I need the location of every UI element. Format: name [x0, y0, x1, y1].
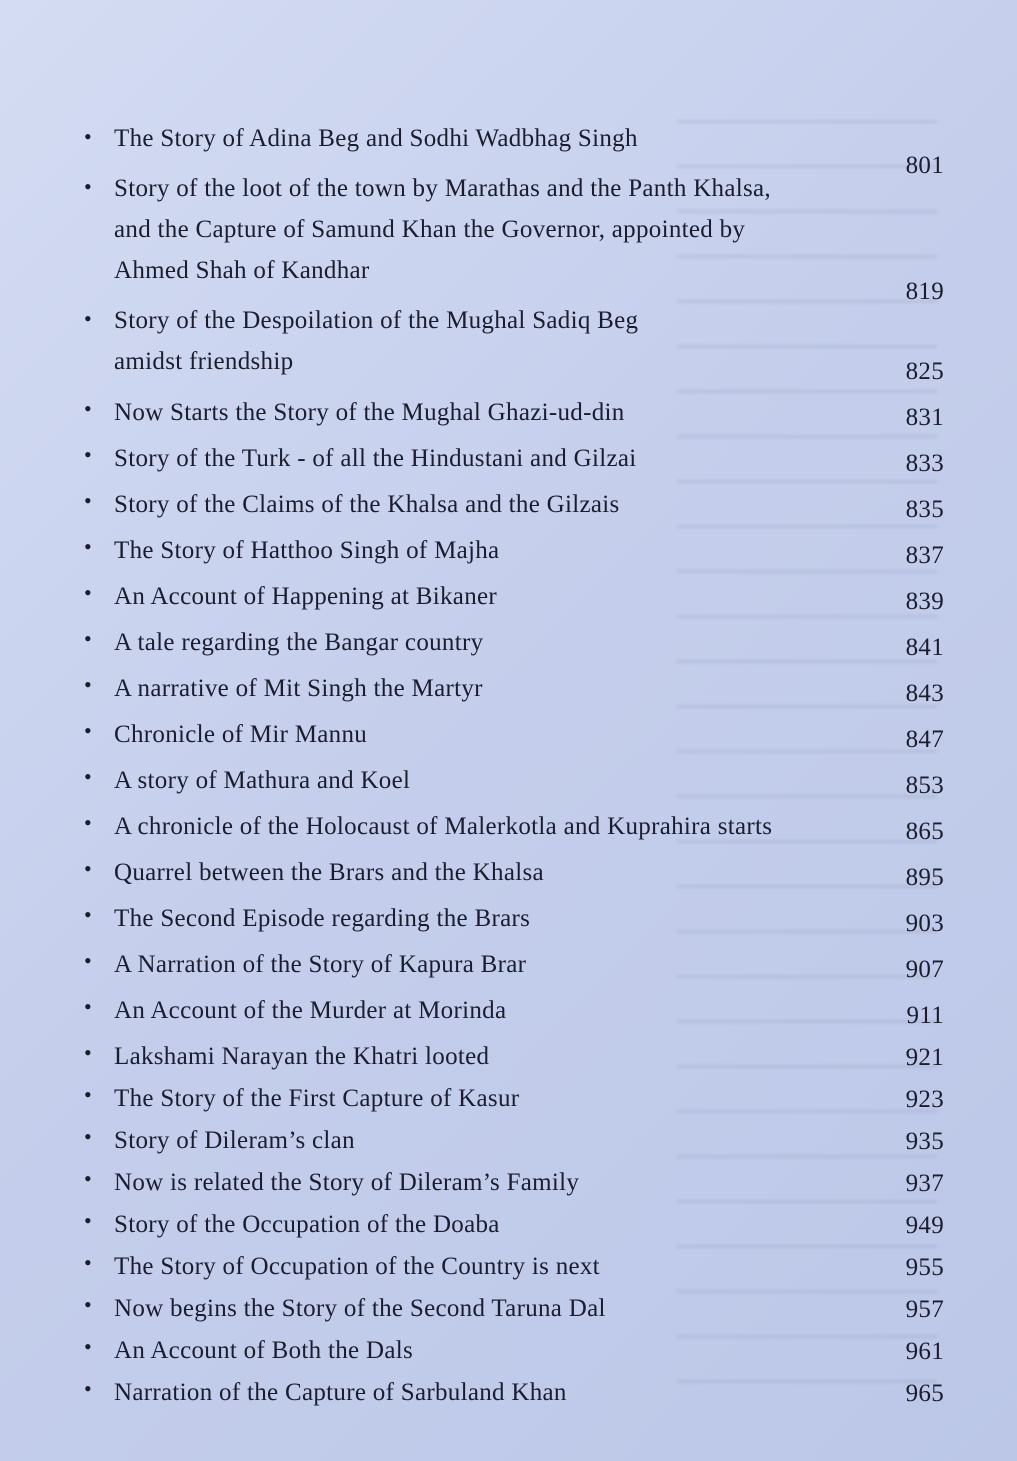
toc-entry-page: 831 — [905, 404, 944, 431]
toc-entry — [84, 118, 944, 179]
toc-entry — [84, 942, 944, 988]
toc-entry — [84, 804, 944, 850]
toc-entry-page: 903 — [905, 910, 944, 937]
toc-entry-page: 965 — [905, 1380, 944, 1407]
toc-entry — [84, 300, 944, 384]
bullet-icon: • — [84, 1376, 93, 1401]
toc-entry-page: 921 — [905, 1044, 944, 1071]
toc-entry-title: Story of the Claims of the Khalsa and the Gilzais — [114, 491, 620, 518]
toc-entry-title: Quarrel between the Brars and the Khalsa — [114, 859, 544, 886]
bullet-icon: • — [84, 1334, 93, 1359]
toc-entry — [84, 666, 944, 712]
bullet-icon: • — [84, 1208, 93, 1233]
bullet-icon: • — [84, 856, 93, 881]
toc-entry-title: The Story of Adina Beg and Sodhi Wadbhag Singh — [114, 125, 638, 152]
toc-entry — [84, 896, 944, 942]
bullet-icon: • — [84, 718, 93, 743]
bullet-icon: • — [84, 672, 93, 697]
toc-entry — [84, 1034, 944, 1076]
toc-entry-title: The Second Episode regarding the Brars — [114, 905, 531, 932]
toc-entry-title: A narrative of Mit Singh the Martyr — [114, 675, 483, 702]
bullet-icon: • — [84, 810, 93, 835]
toc-entry — [84, 436, 944, 482]
bullet-icon: • — [84, 1250, 93, 1275]
toc-entry — [84, 1370, 944, 1412]
toc-entry-page: 895 — [905, 864, 944, 891]
toc-entry-page: 841 — [905, 634, 944, 661]
bullet-icon: • — [84, 174, 93, 199]
toc-entry-page: 853 — [905, 772, 944, 799]
bullet-icon: • — [84, 948, 93, 973]
toc-entry — [84, 988, 944, 1034]
toc-entry-title: A story of Mathura and Koel — [114, 767, 411, 794]
bullet-icon: • — [84, 1292, 93, 1317]
toc-entry-page: 961 — [905, 1338, 944, 1365]
toc-entry-title: A chronicle of the Holocaust of Malerkotla and Kuprahira starts — [114, 813, 773, 840]
toc-entry — [84, 1328, 944, 1370]
toc-entry-title: An Account of Both the Dals — [114, 1337, 414, 1364]
bullet-icon: • — [84, 534, 93, 559]
toc-entry-title: Now Starts the Story of the Mughal Ghazi-ud-din — [114, 399, 625, 426]
bullet-icon: • — [84, 580, 93, 605]
toc-entry — [84, 1160, 944, 1202]
toc-entry — [84, 758, 944, 804]
toc-entry-page: 955 — [905, 1254, 944, 1281]
toc-entry-page: 923 — [905, 1086, 944, 1113]
toc-entry — [84, 1202, 944, 1244]
toc-entry-title: Now begins the Story of the Second Taruna Dal — [114, 1295, 606, 1322]
bullet-icon: • — [84, 1040, 93, 1065]
toc-entry-title: The Story of Hatthoo Singh of Majha — [114, 537, 500, 564]
toc-entry-page: 957 — [905, 1296, 944, 1323]
toc-entry-page: 819 — [905, 278, 944, 305]
toc-entry-title: Story of the Despoilation of the Mughal Sadiq Beg amidst friendship — [114, 307, 639, 375]
bullet-icon: • — [84, 764, 93, 789]
toc-entry-title: Story of the Turk - of all the Hindustani and Gilzai — [114, 445, 637, 472]
toc-entry-page: 935 — [905, 1128, 944, 1155]
toc-entry — [84, 1076, 944, 1118]
toc-entry-page: 911 — [906, 1002, 944, 1029]
toc-entry-title: A tale regarding the Bangar country — [114, 629, 484, 656]
toc-entry — [84, 712, 944, 758]
bullet-icon: • — [84, 396, 93, 421]
toc-entry — [84, 574, 944, 620]
toc-entry-page: 835 — [905, 496, 944, 523]
bullet-icon: • — [84, 442, 93, 467]
bullet-icon: • — [84, 1166, 93, 1191]
toc-entry-title: Story of the Occupation of the Doaba — [114, 1211, 500, 1238]
toc-entry — [84, 1286, 944, 1328]
toc-entry-title: A Narration of the Story of Kapura Brar — [114, 951, 527, 978]
toc-entry-page: 937 — [905, 1170, 944, 1197]
toc-entry — [84, 1244, 944, 1286]
bullet-icon: • — [84, 902, 93, 927]
toc-entry-title: Chronicle of Mir Mannu — [114, 721, 368, 748]
toc-entry-title: An Account of Happening at Bikaner — [114, 583, 498, 610]
toc-entry — [84, 528, 944, 574]
bullet-icon: • — [84, 994, 93, 1019]
toc-entry-title: Story of the loot of the town by Marathas and the Panth Khalsa, and the Capture of Samund Khan the Governor, appointed by Ahmed Shah of Kandhar — [114, 175, 771, 284]
toc-entry-page: 837 — [905, 542, 944, 569]
toc-entry-page: 907 — [905, 956, 944, 983]
toc-entry-title: An Account of the Murder at Morinda — [114, 997, 507, 1024]
toc-entry-title: The Story of Occupation of the Country is next — [114, 1253, 600, 1280]
bullet-icon: • — [84, 1124, 93, 1149]
toc-entry-page: 801 — [905, 152, 944, 179]
table-of-contents — [84, 118, 944, 1412]
toc-entry-page: 865 — [905, 818, 944, 845]
toc-entry — [84, 390, 944, 436]
toc-entry-page: 949 — [905, 1212, 944, 1239]
toc-entry-title: Story of Dileram’s clan — [114, 1127, 355, 1154]
toc-entry — [84, 1118, 944, 1160]
bullet-icon: • — [84, 488, 93, 513]
toc-entry-page: 839 — [905, 588, 944, 615]
bullet-icon: • — [84, 306, 93, 331]
bullet-icon: • — [84, 626, 93, 651]
toc-entry — [84, 168, 944, 305]
toc-entry-title: The Story of the First Capture of Kasur — [114, 1085, 520, 1112]
toc-entry-title: Narration of the Capture of Sarbuland Khan — [114, 1379, 567, 1406]
toc-entry — [84, 850, 944, 896]
toc-entry-title: Now is related the Story of Dileram’s Family — [114, 1169, 580, 1196]
toc-entry-title: Lakshami Narayan the Khatri looted — [114, 1043, 490, 1070]
toc-entry-page: 833 — [905, 450, 944, 477]
toc-entry-page: 825 — [905, 358, 944, 385]
toc-entry-page: 843 — [905, 680, 944, 707]
toc-entry-page: 847 — [905, 726, 944, 753]
bullet-icon: • — [84, 1082, 93, 1107]
bullet-icon: • — [84, 124, 93, 149]
toc-entry — [84, 620, 944, 666]
toc-entry — [84, 482, 944, 528]
